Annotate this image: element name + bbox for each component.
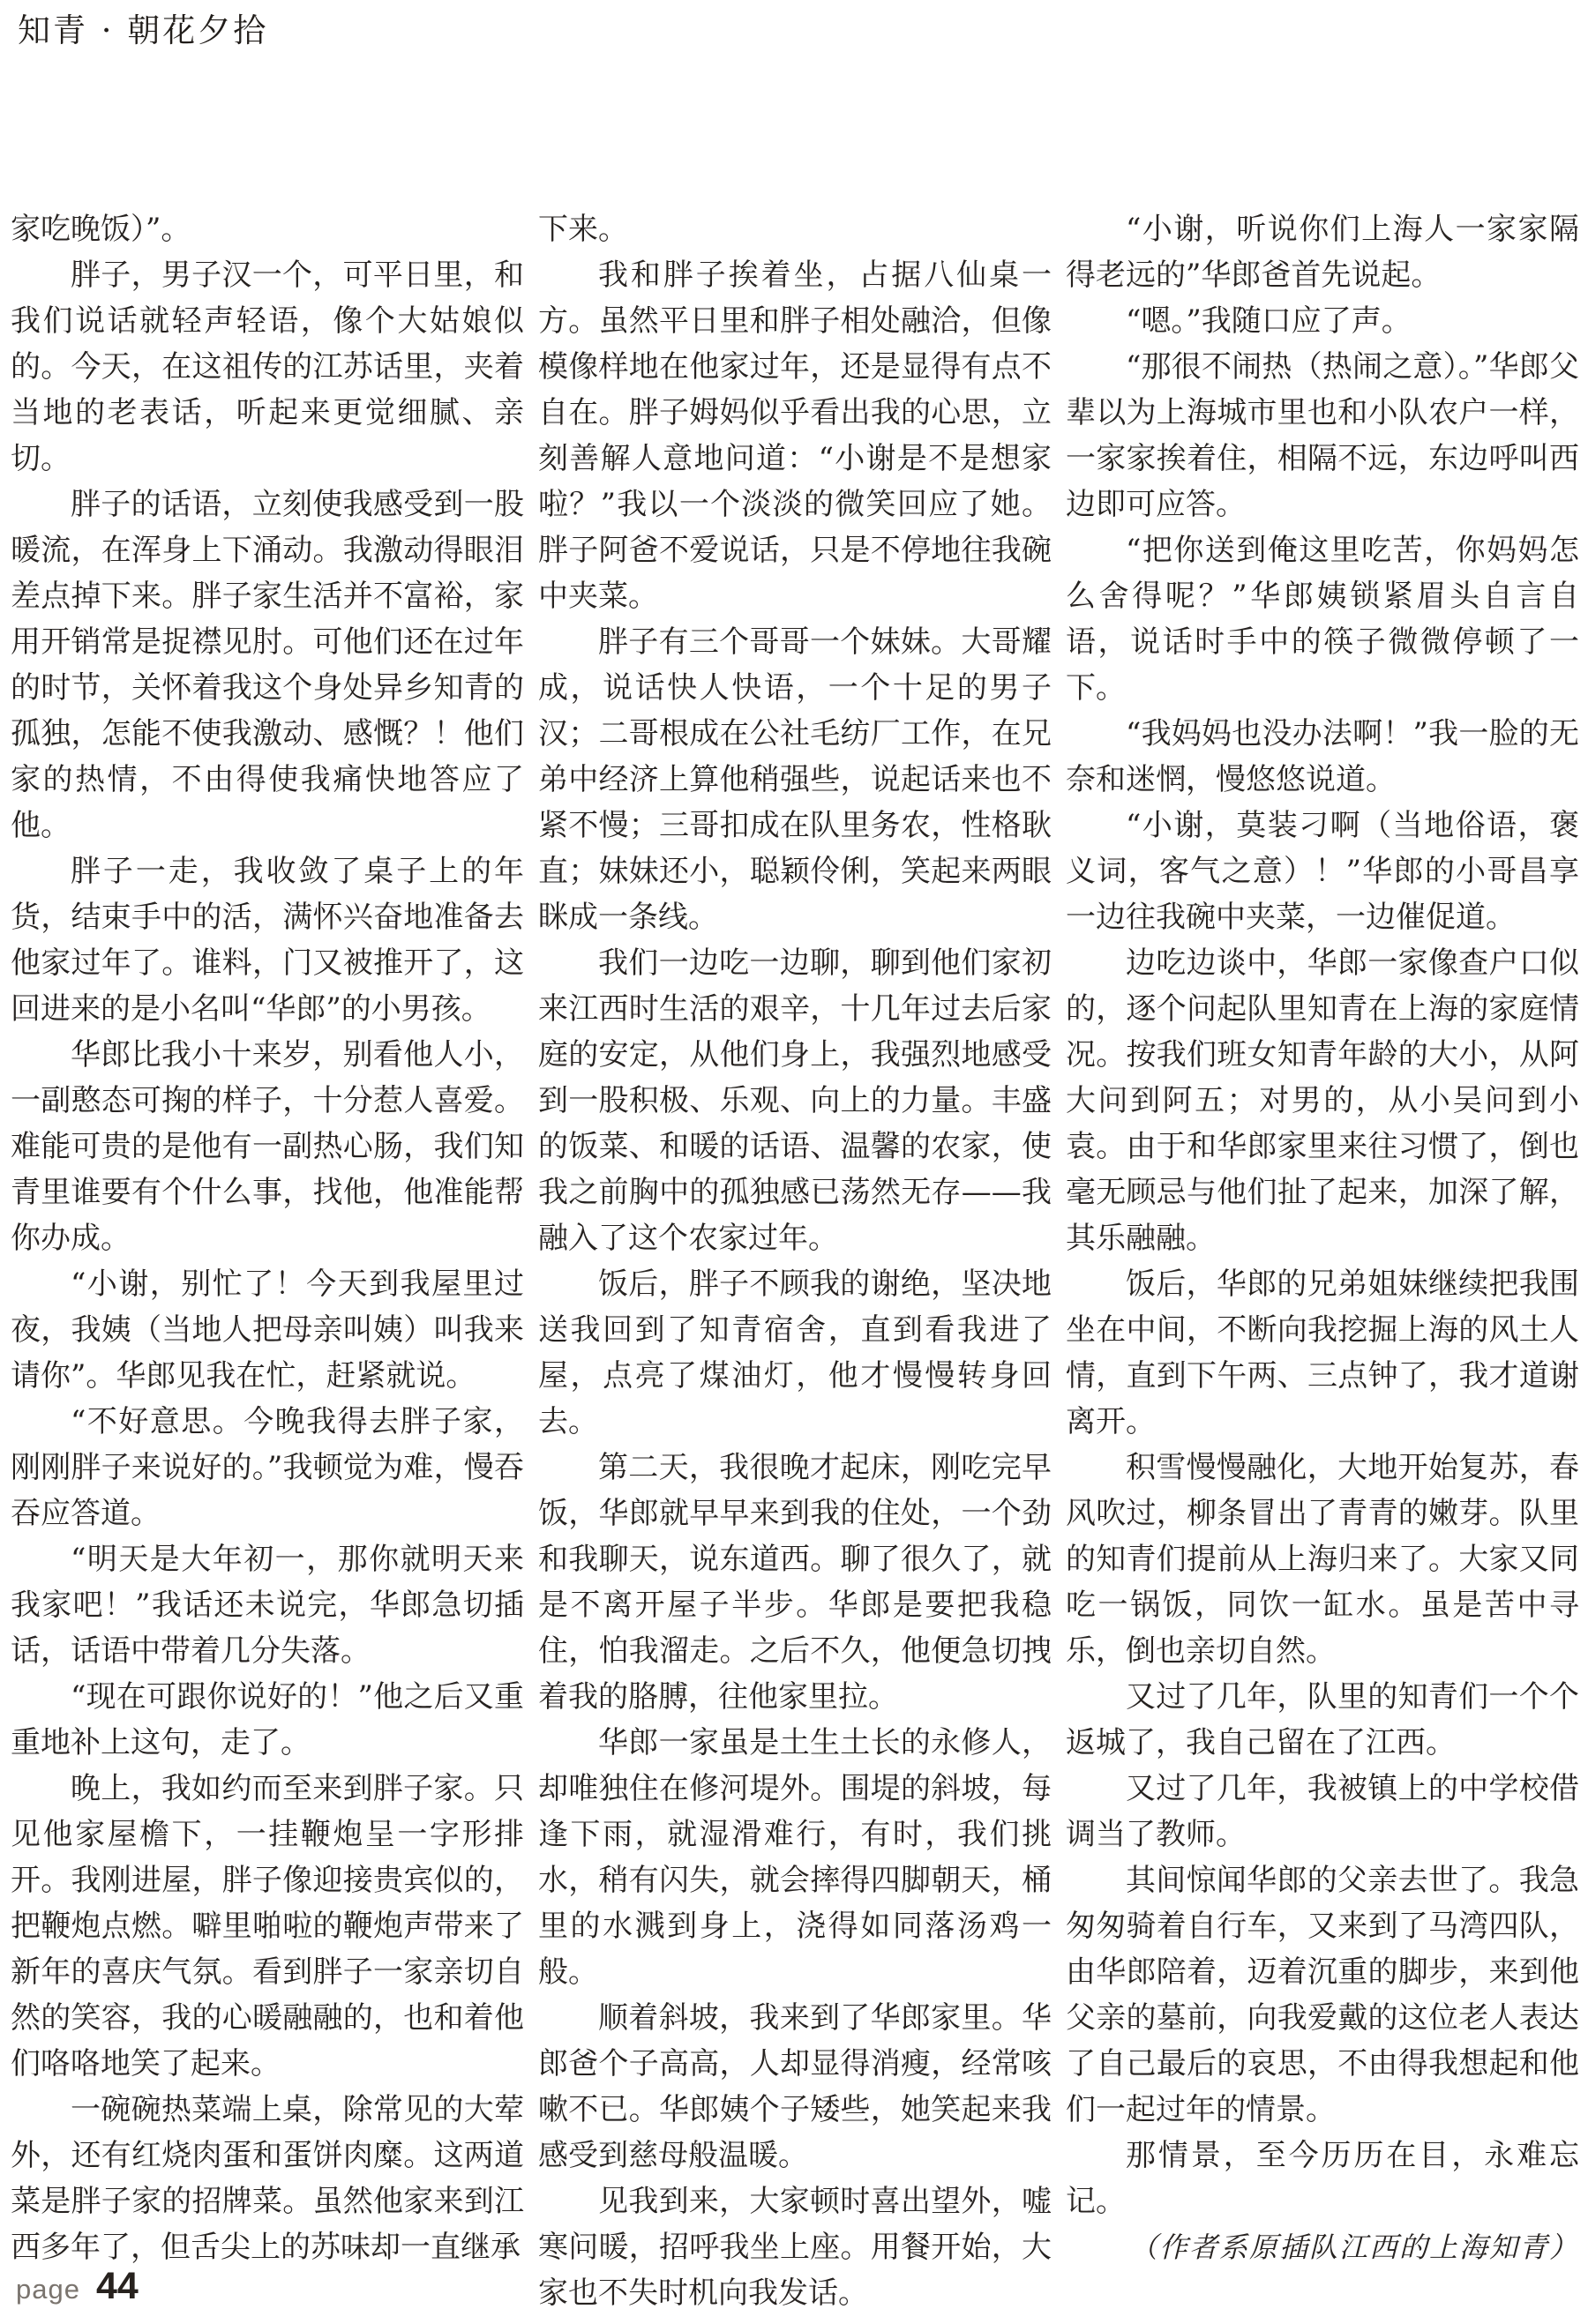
author-note: （作者系原插队江西的上海知青） (1129, 2231, 1580, 2264)
page-footer (16, 2265, 139, 2308)
paragraph: 胖子，男子汉一个，可平日里，和我们说话就轻声轻语，像个大姑娘似的。今天，在这祖传的江苏话里，夹着当地的老表话，听起来更觉细腻、亲切。 (11, 258, 524, 476)
paragraph: “明天是大年初一，那你就明天来我家吧！”我话还未说完，华郎急切插话，话语中带着几分失落。 (11, 1542, 524, 1669)
paragraph: 又过了几年，队里的知青们一个个返城了，我自己留在了江西。 (1066, 1679, 1579, 1760)
text-column-3 (1066, 206, 1579, 2316)
paragraph: 积雪慢慢融化，大地开始复苏，春风吹过，柳条冒出了青青的嫩芽。队里的知青们提前从上海归来了。大家又同吃一锅饭，同饮一缸水。虽是苦中寻乐，倒也亲切自然。 (1066, 1450, 1579, 1669)
paragraph: 其间惊闻华郎的父亲去世了。我急匆匆骑着自行车，又来到了马湾四队，由华郎陪着，迈着沉重的脚步，来到他父亲的墓前，向我爱戴的这位老人表达了自己最后的哀思，不由得我想起和他们一起过年的情景。 (1066, 1863, 1579, 2127)
paragraph: 那情景，至今历历在目，永难忘记。 (1066, 2138, 1579, 2219)
paragraph: 胖子有三个哥哥一个妹妹。大哥耀成，说话快人快语，一个十足的男子汉；二哥根成在公社毛纺厂工作，在兄弟中经济上算他稍强些，说起话来也不紧不慢；三哥扣成在队里务农，性格耿直；妹妹还小，聪颖伶俐，笑起来两眼眯成一条线。 (538, 624, 1052, 935)
paragraph: 饭后，胖子不顾我的谢绝，坚决地送我回到了知青宿舍，直到看我进了屋，点亮了煤油灯，他才慢慢转身回去。 (538, 1267, 1052, 1439)
paragraph: 我和胖子挨着坐，占据八仙桌一方。虽然平日里和胖子相处融洽，但像模像样地在他家过年，还是显得有点不自在。胖子姆妈似乎看出我的心思，立刻善解人意地问道：“小谢是不是想家啦？”我以一个淡淡的微笑回应了她。胖子阿爸不爱说话，只是不停地往我碗中夹菜。 (538, 258, 1052, 614)
text-column-1 (11, 206, 524, 2316)
paragraph: 华郎一家虽是土生土长的永修人，却唯独住在修河堤外。围堤的斜坡，每逢下雨，就湿滑难行，有时，我们挑水，稍有闪失，就会摔得四脚朝天，桶里的水溅到身上，浇得如同落汤鸡一般。 (538, 1725, 1052, 1990)
paragraph: 胖子一走，我收敛了桌子上的年货，结束手中的活，满怀兴奋地准备去他家过年了。谁料，门又被推开了，这回进来的是小名叫“华郎”的小男孩。 (11, 854, 524, 1027)
page-number: 44 (95, 2265, 139, 2307)
paragraph: “现在可跟你说好的！”他之后又重重地补上这句，走了。 (11, 1679, 524, 1760)
page-label: page (16, 2274, 80, 2305)
paragraph: 边吃边谈中，华郎一家像查户口似的，逐个问起队里知青在上海的家庭情况。按我们班女知青年龄的大小，从阿大问到阿五；对男的，从小吴问到小袁。由于和华郎家里来往习惯了，倒也毫无顾忌与他们扯了起来，加深了解，其乐融融。 (1066, 945, 1579, 1256)
paragraph: 第二天，我很晚才起床，刚吃完早饭，华郎就早早来到我的住处，一个劲和我聊天，说东道西。聊了很久了，就是不离开屋子半步。华郎是要把我稳住，怕我溜走。之后不久，他便急切拽着我的胳膊，往他家里拉。 (538, 1450, 1052, 1715)
paragraph: “小谢，听说你们上海人一家家隔得老远的”华郎爸首先说起。 (1066, 212, 1579, 293)
paragraph: “那很不闹热（热闹之意）。”华郎父辈以为上海城市里也和小队农户一样，一家家挨着住，相隔不远，东边呼叫西边即可应答。 (1066, 349, 1579, 522)
paragraph: 顺着斜坡，我来到了华郎家里。华郎爸个子高高，人却显得消瘦，经常咳嗽不已。华郎姨个子矮些，她笑起来我感受到慈母般温暖。 (538, 2000, 1052, 2173)
text-column-2 (538, 206, 1052, 2316)
paragraph: “嗯。”我随口应了声。 (1126, 303, 1412, 339)
paragraph: 家吃晚饭）”。 (11, 212, 191, 247)
paragraph: “小谢，莫装刁啊（当地俗语，褒义词，客气之意）！”华郎的小哥昌享一边往我碗中夹菜，一边催促道。 (1066, 808, 1579, 935)
article-body (11, 206, 1579, 2316)
paragraph: 我们一边吃一边聊，聊到他们家初来江西时生活的艰辛，十几年过去后家庭的安定，从他们身上，我强烈地感受到一股积极、乐观、向上的力量。丰盛的饭菜、和暖的话语、温馨的农家，使我之前胸中的孤独感已荡然无存——我融入了这个农家过年。 (538, 945, 1052, 1256)
paragraph: “不好意思。今晚我得去胖子家，刚刚胖子来说好的。”我顿觉为难，慢吞吞应答道。 (11, 1404, 524, 1531)
paragraph: 胖子的话语，立刻使我感受到一股暖流，在浑身上下涌动。我激动得眼泪差点掉下来。胖子家生活并不富裕，家用开销常是捉襟见肘。可他们还在过年的时节，关怀着我这个身处异乡知青的孤独，怎能不使我激动、感慨？！他们家的热情，不由得使我痛快地答应了他。 (11, 487, 524, 843)
paragraph: 一碗碗热菜端上桌，除常见的大荤外，还有红烧肉蛋和蛋饼肉糜。这两道菜是胖子家的招牌菜。虽然他家来到江西多年了，但舌尖上的苏味却一直继承 (11, 2092, 524, 2265)
paragraph: 见我到来，大家顿时喜出望外，嘘寒问暖，招呼我坐上座。用餐开始，大家也不失时机向我发话。 (538, 2184, 1052, 2311)
paragraph: 晚上，我如约而至来到胖子家。只见他家屋檐下，一挂鞭炮呈一字形排开。我刚进屋，胖子像迎接贵宾似的，把鞭炮点燃。噼里啪啦的鞭炮声带来了新年的喜庆气氛。看到胖子一家亲切自然的笑容，我的心暖融融的，也和着他们咯咯地笑了起来。 (11, 1771, 524, 2081)
paragraph: “小谢，别忙了！今天到我屋里过夜，我姨（当地人把母亲叫姨）叫我来请你”。华郎见我在忙，赶紧就说。 (11, 1267, 524, 1394)
paragraph: 下来。 (538, 212, 628, 247)
paragraph: 饭后，华郎的兄弟姐妹继续把我围坐在中间，不断向我挖掘上海的风土人情，直到下午两、三点钟了，我才道谢离开。 (1066, 1267, 1579, 1439)
section-title: 知青 · 朝花夕拾 (18, 11, 269, 49)
paragraph: 华郎比我小十来岁，别看他人小，一副憨态可掬的样子，十分惹人喜爱。难能可贵的是他有一副热心肠，我们知青里谁要有个什么事，找他，他准能帮你办成。 (11, 1037, 524, 1256)
paragraph: “我妈妈也没办法啊！”我一脸的无奈和迷惘，慢悠悠说道。 (1066, 716, 1579, 797)
paragraph: 又过了几年，我被镇上的中学校借调当了教师。 (1066, 1771, 1579, 1852)
paragraph: “把你送到俺这里吃苦，你妈妈怎么舍得呢？”华郎姨锁紧眉头自言自语，说话时手中的筷子微微停顿了一下。 (1066, 533, 1579, 706)
